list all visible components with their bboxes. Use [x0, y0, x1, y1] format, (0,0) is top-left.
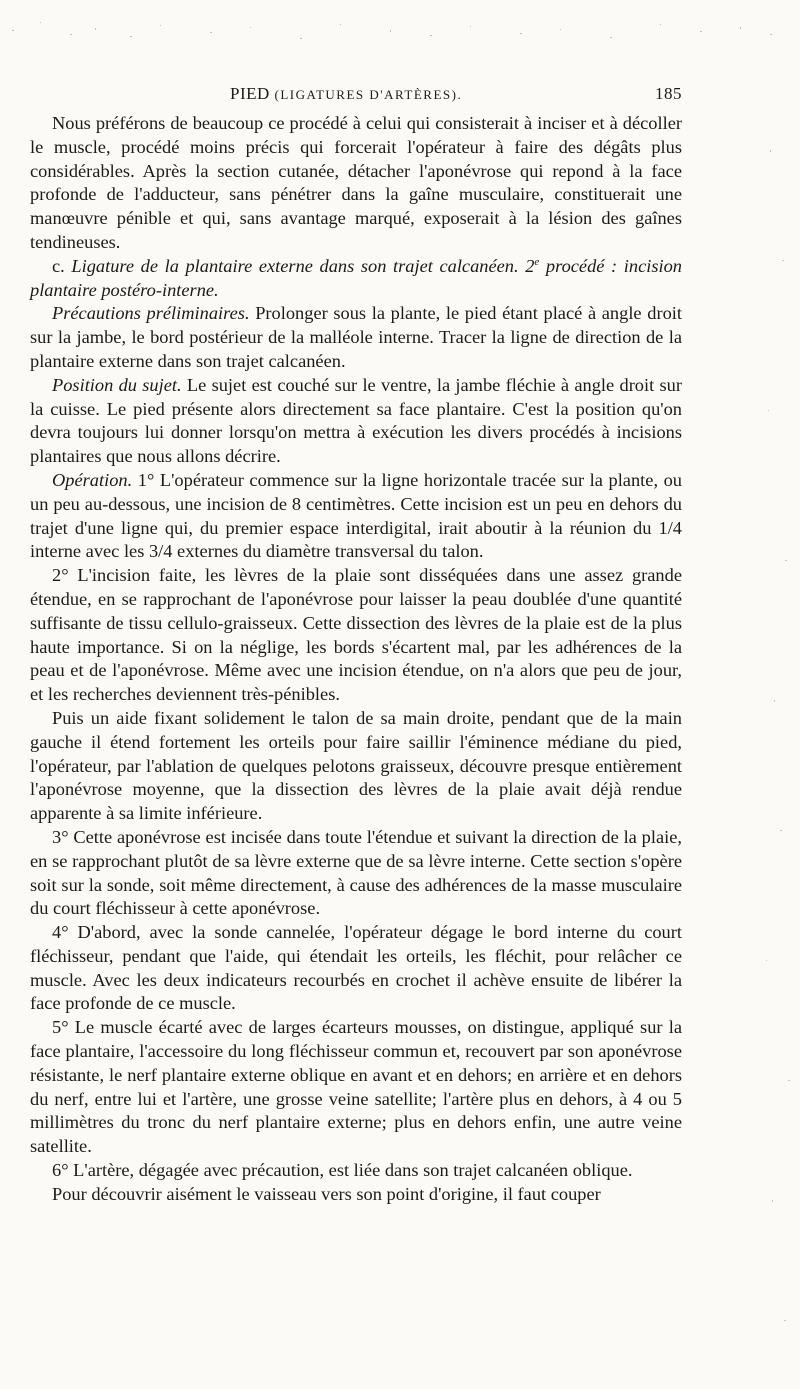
scan-noise-top	[0, 0, 800, 60]
text-run: 1° L'opérateur commence sur la ligne horizontale tracée sur la plante, ou un peu au-dessous, une incision de 8 centimètres. Cette incision est un peu en dehors du trajet d'une ligne qui, du premier espace interdigital, irait aboutir à la réunion du 1/4 interne avec les 3/4 externes du diamètre transversal du talon.	[30, 469, 682, 562]
text-run: Puis un aide fixant solidement le talon de sa main droite, pendant que de la main gauche il étend fortement les orteils pour faire saillir l'éminence médiane du pied, l'opérateur, par l'ablation de quelques pelotons graisseux, découvre presque entièrement l'aponévrose moyenne, que la dissection des lèvres de la plaie avait déjà rendue apparente à sa limite inférieure.	[30, 707, 682, 824]
text-run: 4° D'abord, avec la sonde cannelée, l'opérateur dégage le bord interne du court fléchisseur, pendant que l'aide, qui étendait les orteils, les fléchit, pour relâcher ce muscle. Avec les deux indicateurs recourbés en crochet il achève ensuite de libérer la face profonde de ce muscle.	[30, 922, 682, 1014]
text-run: 3° Cette aponévrose est incisée dans toute l'étendue et suivant la direction de la plaie, en se rapprochant plutôt de sa lèvre externe que de sa lèvre interne. Cette section s'opère soit sur la sonde, soit même directement, à cause des adhérences de la masse musculaire du court fléchisseur à cette aponévrose.	[30, 826, 682, 919]
text-run: 5° Le muscle écarté avec de larges écarteurs mousses, on distingue, appliqué sur la face plantaire, l'accessoire du long fléchisseur commun et, recouvert par son aponévrose résistante, le nerf plantaire externe oblique en avant et en dehors; en arrière et en dehors du nerf, entre lui et l'artère, une grosse veine satellite; l'artère plus en dehors, à 4 ou 5 millimètres du tronc du nerf plantaire externe; plus en dehors enfin, une autre veine satellite.	[30, 1017, 682, 1157]
paragraph	[30, 469, 682, 564]
italic-text-run: Opération.	[52, 469, 133, 490]
paragraph	[30, 1016, 682, 1159]
italic-text-run: procédé : incision plantaire postéro-interne.	[30, 255, 682, 300]
paragraph	[30, 374, 682, 469]
italic-text-run: e	[534, 255, 540, 268]
paragraph	[30, 826, 682, 921]
text-run: 6° L'artère, dégagée avec précaution, est liée dans son trajet calcanéen oblique.	[52, 1160, 633, 1181]
running-header	[230, 84, 682, 104]
paragraph	[30, 112, 682, 255]
text-run: c.	[52, 255, 72, 276]
text-run: Prolonger sous la plante, le pied étant placé à angle droit sur la jambe, le bord postérieur de la malléole interne. Tracer la ligne de direction de la plantaire externe dans son trajet calcanéen.	[30, 303, 682, 371]
paragraph	[30, 255, 682, 303]
italic-text-run: Précautions préliminaires.	[52, 303, 250, 324]
text-run: Pour découvrir aisément le vaisseau vers son point d'origine, il faut couper	[52, 1183, 601, 1204]
paragraph	[30, 1159, 682, 1183]
running-title-sub: (LIGATURES D'ARTÈRES).	[274, 87, 463, 102]
text-run: 2° L'incision faite, les lèvres de la plaie sont disséquées dans une assez grande étendue, en se rapprochant de l'aponévrose pour laisser la peau doublée d'une quantité suffisante de tissu cellulo-graisseux. Cette dissection des lèvres de la plaie est de la plus haute importance. Si on la néglige, les bords s'écartent mal, par les adhérences de la peau et de l'aponévrose. Même avec une incision étendue, on n'a alors que peu de jour, et les recherches deviennent très-pénibles.	[30, 565, 682, 705]
text-run: Nous préférons de beaucoup ce procédé à celui qui consisterait à inciser et à décoller le muscle, procédé moins précis qui forcerait l'opérateur à faire des dégâts plus considérables. Après la section cutanée, détacher l'aponévrose qui repond à la face profonde de l'adducteur, sans pénétrer dans la gaîne musculaire, constituerait une manœuvre pénible et qui, sans avantage marqué, exposerait à la lésion des gaînes tendineuses.	[30, 113, 682, 252]
paragraph	[30, 1183, 682, 1207]
scan-noise-right	[730, 0, 800, 1389]
italic-text-run: Position du sujet.	[52, 374, 182, 395]
paragraph	[30, 921, 682, 1016]
page-number: 185	[655, 84, 682, 103]
body-text	[30, 112, 682, 1207]
paragraph	[30, 707, 682, 826]
paragraph	[30, 564, 682, 707]
running-title-main: PIED	[230, 84, 270, 103]
running-title	[230, 84, 462, 104]
book-page	[30, 84, 682, 1207]
paragraph	[30, 302, 682, 373]
italic-text-run: Ligature de la plantaire externe dans son trajet calcanéen. 2	[71, 255, 535, 276]
text-run: Le sujet est couché sur le ventre, la jambe fléchie à angle droit sur la cuisse. Le pied présente alors directement sa face plantaire. C'est la position qu'on devra toujours lui donner lorsqu'on mettra à exécution les divers procédés à incisions plantaires que nous allons décrire.	[30, 374, 682, 467]
